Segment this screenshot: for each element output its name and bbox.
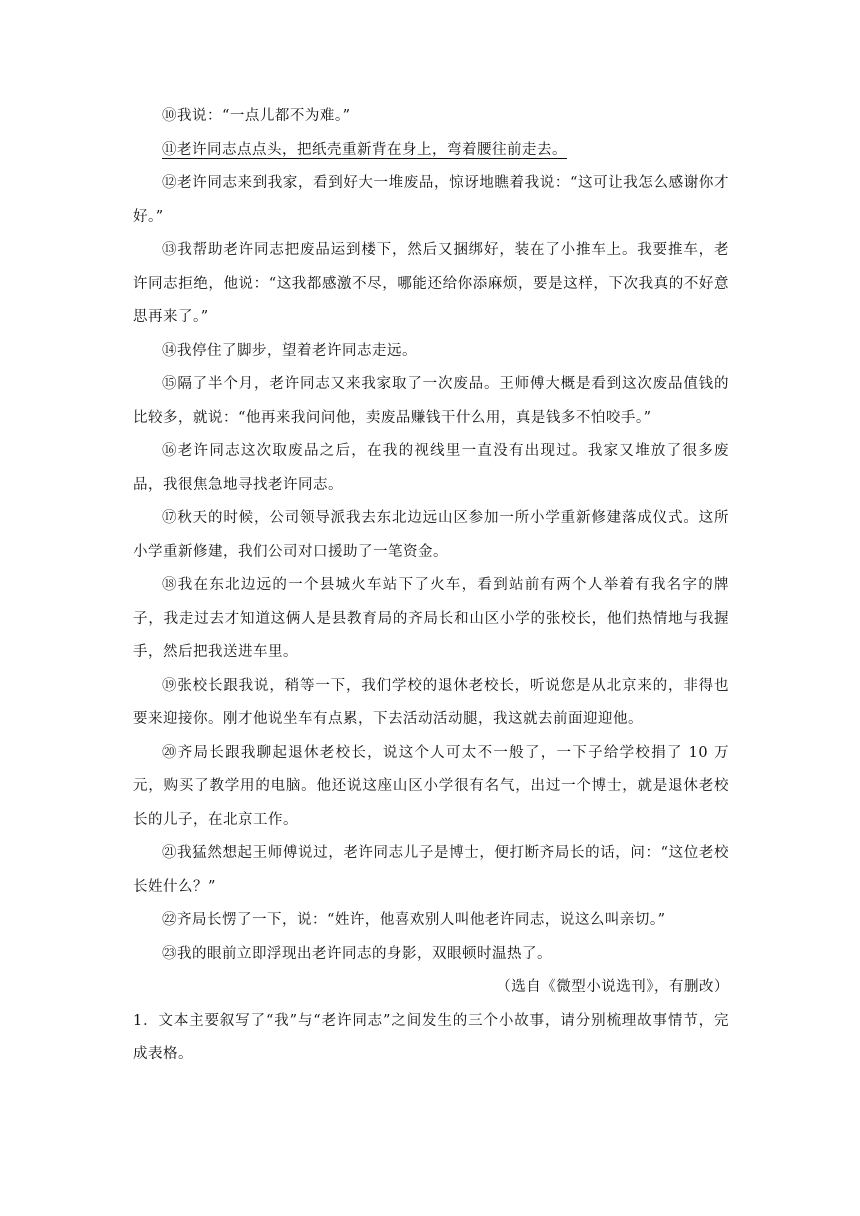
paragraph-text: ⑮隔了半个月，老许同志又来我家取了一次废品。王师傅大概是看到这次废品值钱的比较多，就说：“他再来我问问他，卖废品赚钱干什么用，真是钱多不怕咬手。”: [133, 376, 729, 426]
paragraph-15: [133, 368, 729, 435]
paragraph-12: [133, 167, 729, 234]
paragraph-text: ㉓我的眼前立即浮现出老许同志的身影，双眼顿时温热了。: [162, 945, 552, 962]
paragraph-10: [133, 100, 729, 134]
paragraph-11: [133, 134, 729, 168]
paragraph-text: ⑰秋天的时候，公司领导派我去东北边远山区参加一所小学重新修建落成仪式。这所小学重新修建，我们公司对口援助了一笔资金。: [133, 510, 729, 560]
paragraph-text: ⑯老许同志这次取废品之后，在我的视线里一直没有出现过。我家又堆放了很多废品，我很焦急地寻找老许同志。: [133, 443, 729, 493]
paragraph-13: [133, 234, 729, 335]
paragraph-17: [133, 502, 729, 569]
paragraph-text: ⑱我在东北边远的一个县城火车站下了火车，看到站前有两个人举着有我名字的牌子，我走过去才知道这俩人是县教育局的齐局长和山区小学的张校长，他们热情地与我握手，然后把我送进车里。: [133, 577, 729, 660]
paragraph-text: ⑭我停住了脚步，望着老许同志走远。: [162, 342, 417, 359]
paragraph-22: [133, 904, 729, 938]
paragraph-21: [133, 837, 729, 904]
paragraph-19: [133, 670, 729, 737]
paragraph-16: [133, 435, 729, 502]
document-body: [133, 100, 729, 1072]
paragraph-text: ㉑我猛然想起王师傅说过，老许同志儿子是博士，便打断齐局长的话，问：“这位老校长姓什么？”: [133, 845, 729, 895]
paragraph-20: [133, 737, 729, 838]
paragraph-14: [133, 335, 729, 369]
paragraph-text: ⑬我帮助老许同志把废品运到楼下，然后又捆绑好，装在了小推车上。我要推车，老许同志拒绝，他说：“这我都感激不尽，哪能还给你添麻烦，要是这样，下次我真的不好意思再来了。”: [133, 242, 729, 325]
paragraph-23: [133, 938, 729, 972]
source-citation: （选自《微型小说选刊》，有删改）: [496, 979, 729, 995]
paragraph-18: [133, 569, 729, 670]
paragraph-text: ⑲张校长跟我说，稍等一下，我们学校的退休老校长，听说您是从北京来的，非得也要来迎接你。刚才他说坐车有点累，下去活动活动腿，我这就去前面迎迎他。: [133, 677, 729, 727]
paragraph-text: ⑪老许同志点点头，把纸壳重新背在身上，弯着腰往前走去。: [162, 141, 567, 158]
paragraph-text: ⑫老许同志来到我家，看到好大一堆废品，惊讶地瞧着我说：“这可让我怎么感谢你才好。”: [133, 175, 729, 225]
paragraph-text: ⑳齐局长跟我聊起退休老校长，说这个人可太不一般了，一下子给学校捐了 10 万元，购买了教学用的电脑。他还说这座山区小学很有名气，出过一个博士，就是退休老校长的儿子，在北京工作。: [133, 744, 729, 828]
question-1: 1．文本主要叙写了“我”与“老许同志”之间发生的三个小故事，请分别梳理故事情节，完成表格。: [133, 1012, 729, 1062]
paragraph-text: ⑩我说：“一点儿都不为难。”: [162, 108, 351, 124]
paragraph-text: ㉒齐局长愣了一下，说：“姓许，他喜欢别人叫他老许同志，说这么叫亲切。”: [162, 912, 666, 928]
